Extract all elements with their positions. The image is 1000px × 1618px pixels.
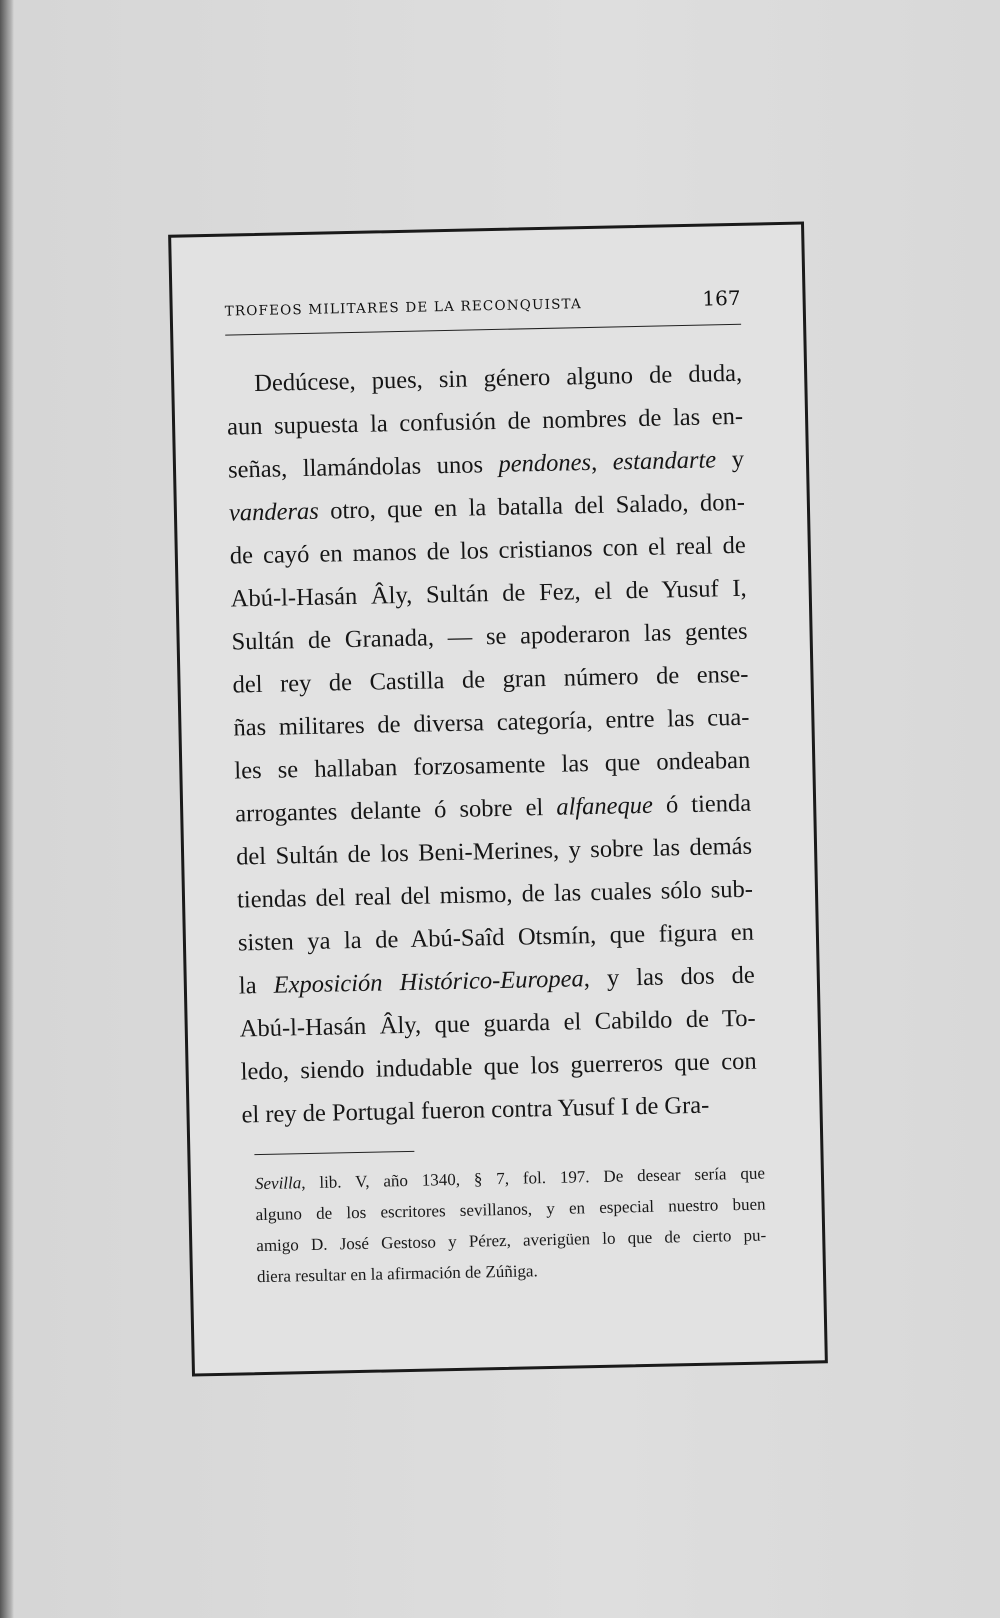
text-run: el rey de Portugal fueron contra Yusuf I de Gra- — [241, 1091, 710, 1129]
binding-shadow — [0, 0, 14, 1618]
text-run: Abú-l-Hasán Âly, Sultán de Fez, el de Yusuf I, — [230, 574, 747, 613]
text-run: Dedúcese, pues, sin género alguno de duda, — [253, 359, 743, 398]
text-run: y — [715, 445, 745, 474]
page-frame — [168, 221, 828, 1376]
footnote — [255, 1157, 767, 1292]
text-run: , — [590, 448, 614, 476]
text-run: arrogantes delante ó sobre el — [234, 793, 557, 828]
text-run: señas, llamándolas unos — [227, 450, 499, 484]
italic-text: alfaneque — [556, 791, 654, 821]
footnote-rule — [254, 1151, 414, 1155]
text-run: diera resultar en la afirmación de Zúñiga. — [256, 1261, 538, 1287]
body-text — [226, 352, 758, 1137]
italic-text: pendones — [498, 448, 592, 478]
text-run: Abú-l-Hasán Âly, que guarda el Cabildo de To- — [239, 1004, 756, 1043]
text-run: de cayó en manos de los cristianos con el real de — [229, 531, 747, 570]
italic-text: Exposición Histórico-Europea — [273, 965, 584, 999]
running-title: TROFEOS MILITARES DE LA RECONQUISTA — [224, 296, 583, 320]
text-run: tiendas del real del mismo, de las cuales sólo sub- — [236, 875, 754, 914]
italic-text: estandarte — [612, 446, 717, 476]
text-run: ledo, siendo indudable que los guerreros que con — [240, 1047, 757, 1086]
text-run: aun supuesta la confusión de nombres de las en- — [226, 402, 744, 441]
italic-text: vanderas — [228, 497, 320, 527]
running-head — [224, 286, 740, 321]
italic-text: Sevilla — [254, 1173, 302, 1194]
page-number: 167 — [702, 285, 741, 311]
text-run: del rey de Castilla de gran número de ense- — [232, 660, 749, 699]
text-run: sisten ya la de Abú-Saîd Otsmín, que figura en — [237, 918, 755, 957]
text-run: del Sultán de los Beni-Merines, y sobre las demás — [235, 832, 753, 871]
text-run: la — [238, 971, 274, 1000]
header-rule — [225, 324, 741, 336]
text-run: , y las dos de — [583, 961, 756, 993]
text-run: otro, que en la batalla del Salado, don- — [318, 488, 746, 525]
text-run: , lib. V, año 1340, § 7, fol. 197. De desear sería que — [301, 1163, 766, 1193]
text-run: les se hallaban forzosamente las que ondeaban — [234, 746, 751, 785]
text-run: ñas militares de diversa categoría, entre las cua- — [233, 703, 750, 742]
text-run: ó tienda — [652, 789, 752, 819]
text-run: alguno de los escritores sevillanos, y en especial nuestro buen — [255, 1194, 766, 1225]
text-run: amigo D. José Gestoso y Pérez, averigüen lo que de cierto pu- — [256, 1225, 767, 1256]
text-run: Sultán de Granada, — se apoderaron las gentes — [231, 617, 748, 656]
